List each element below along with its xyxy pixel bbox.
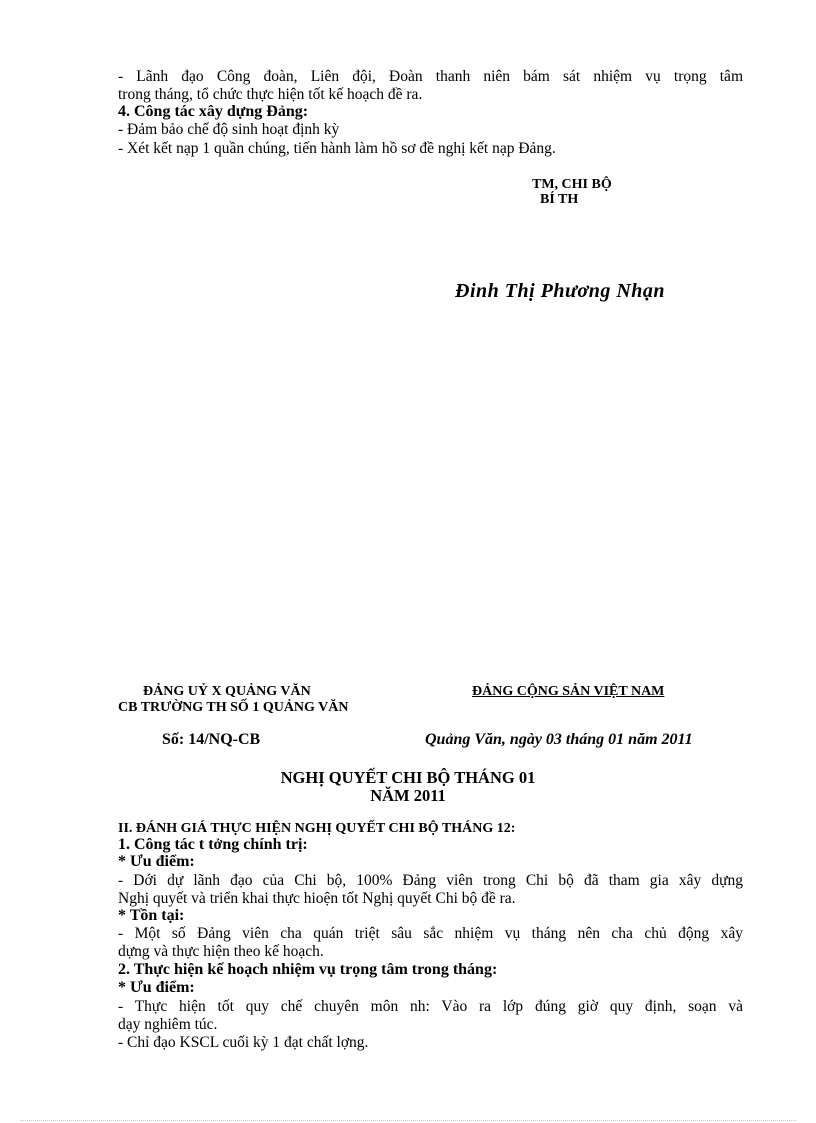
section-4-item-1: - Đảm bảo chế độ sinh hoạt định kỳ (118, 121, 340, 138)
paragraph-3-line-1: - Thực hiện tốt quy chế chuyên môn nh: Vào ra lớp đúng giờ quy định, soạn và (118, 998, 743, 1015)
page-bottom-divider (20, 1120, 796, 1121)
advantages-heading-2: * Ưu điểm: (118, 979, 195, 996)
signature-role-label: BÍ TH (540, 192, 579, 207)
header-branch: CB TRƯỜNG TH SỐ 1 QUẢNG VĂN (118, 700, 349, 715)
paragraph-1-line-1: - Dới dự lãnh đạo của Chi bộ, 100% Đảng viên trong Chi bộ đã tham gia xây dựng (118, 872, 743, 889)
document-title-line-2: NĂM 2011 (370, 786, 446, 805)
signature-name: Đinh Thị Phương Nhạn (455, 280, 666, 302)
paragraph-2-line-1: - Một số Đảng viên cha quán triệt sâu sắc nhiệm vụ tháng nên cha chủ động xây (118, 925, 743, 942)
top-paragraph-line-2: trong tháng, tổ chức thực hiện tốt kế hoạch đề ra. (118, 86, 423, 103)
top-paragraph-line-1: - Lãnh đạo Công đoàn, Liên đội, Đoàn thanh niên bám sát nhiệm vụ trọng tâm (118, 68, 743, 85)
subsection-1-heading: 1. Công tác t tởng chính trị: (118, 836, 308, 853)
section-4-heading: 4. Công tác xây dựng Đảng: (118, 103, 309, 120)
document-title-line-1: NGHỊ QUYẾT CHI BỘ THÁNG 01 (280, 768, 536, 787)
section-2-heading: II. ĐÁNH GIÁ THỰC HIỆN NGHỊ QUYẾT CHI BỘ THÁNG 12: (118, 821, 516, 836)
subsection-2-heading: 2. Thực hiện kế hoạch nhiệm vụ trọng tâm trong tháng: (118, 961, 498, 978)
paragraph-1-line-2: Nghị quyết và triển khai thực hioện tốt Nghị quyết Chi bộ đề ra. (118, 890, 516, 907)
header-party-committee: ĐẢNG UỶ X QUẢNG VĂN (143, 684, 311, 699)
signature-tm-label: TM, CHI BỘ (532, 177, 612, 192)
paragraph-4: - Chỉ đạo KSCL cuối kỳ 1 đạt chất lợng. (118, 1034, 369, 1051)
advantages-heading-1: * Ưu điểm: (118, 853, 195, 870)
header-party-name: ĐẢNG CỘNG SẢN VIỆT NAM (472, 684, 665, 699)
document-date: Quảng Văn, ngày 03 tháng 01 năm 2011 (425, 731, 693, 748)
document-number: Số: 14/NQ-CB (162, 731, 261, 748)
section-4-item-2: - Xét kết nạp 1 quần chúng, tiến hành làm hồ sơ đề nghị kết nạp Đảng. (118, 140, 556, 157)
limitations-heading: * Tồn tại: (118, 907, 185, 924)
paragraph-2-line-2: dựng và thực hiện theo kế hoạch. (118, 943, 324, 960)
paragraph-3-line-2: dạy nghiêm túc. (118, 1016, 218, 1033)
